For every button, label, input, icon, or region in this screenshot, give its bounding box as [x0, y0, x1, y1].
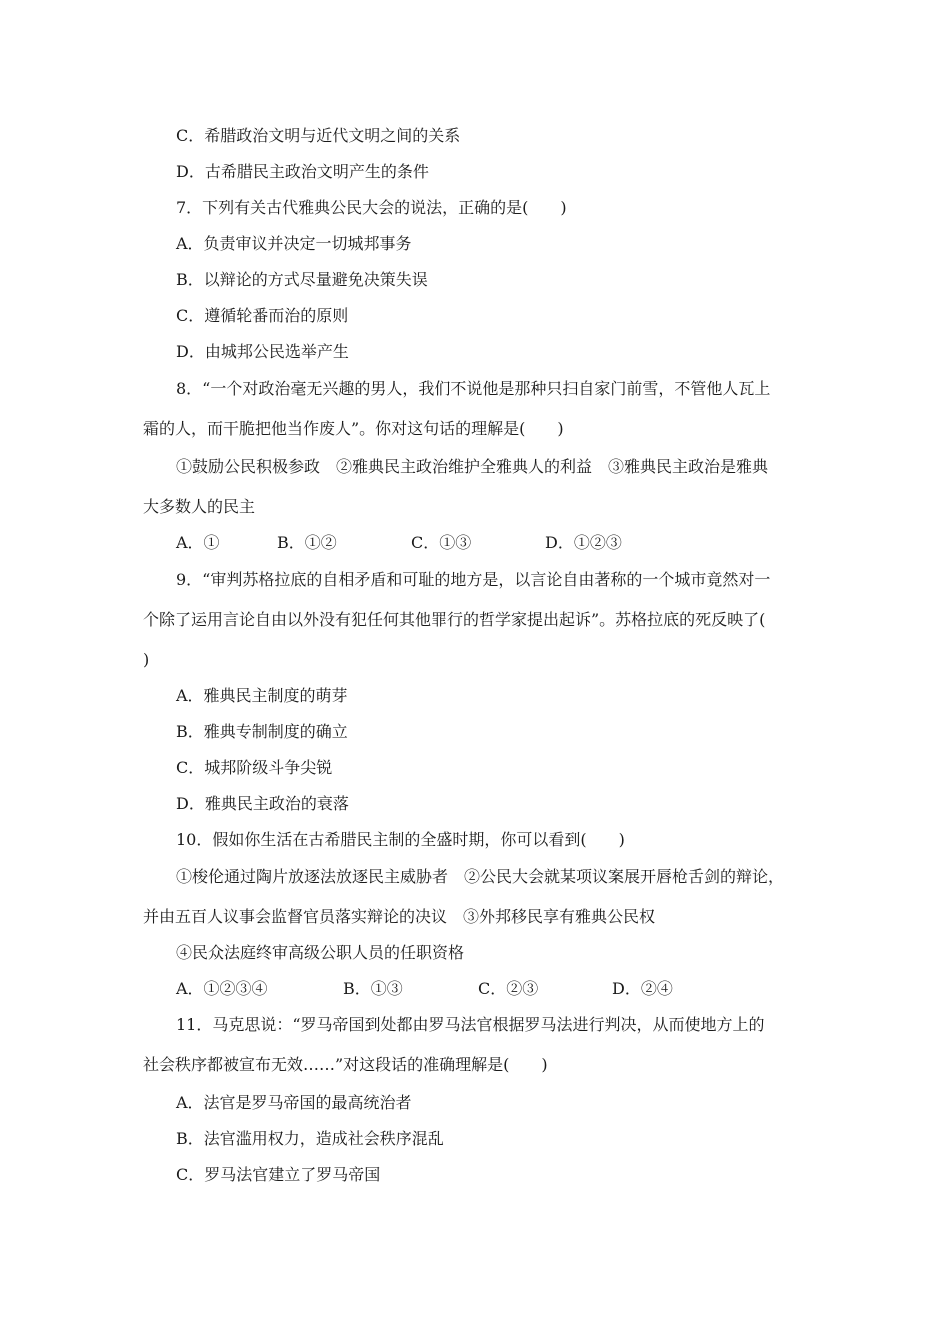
- q10-option-b: B．①③: [343, 979, 403, 998]
- q8-stem-line2: 霜的人，而干脆把他当作废人”。你对这句话的理解是( ): [143, 419, 564, 438]
- q7-stem: 7．下列有关古代雅典公民大会的说法，正确的是( ): [176, 198, 567, 217]
- q9-option-a: A．雅典民主制度的萌芽: [176, 686, 348, 705]
- q11-stem-line1: 11．马克思说：“罗马帝国到处都由罗马法官根据罗马法进行判决，从而使地方上的: [176, 1015, 765, 1034]
- q6-option-d: D．古希腊民主政治文明产生的条件: [176, 162, 429, 181]
- q10-items-line3: ④民众法庭终审高级公职人员的任职资格: [176, 943, 465, 962]
- q7-option-a: A．负责审议并决定一切城邦事务: [176, 234, 412, 253]
- q9-stem-line2: 个除了运用言论自由以外没有犯任何其他罪行的哲学家提出起诉”。苏格拉底的死反映了(: [143, 610, 766, 629]
- q8-items-line1: ①鼓励公民积极参政 ②雅典民主政治维护全雅典人的利益 ③雅典民主政治是雅典: [176, 457, 769, 476]
- q10-option-c: C．②③: [478, 979, 539, 998]
- q10-stem: 10．假如你生活在古希腊民主制的全盛时期，你可以看到( ): [176, 830, 625, 849]
- q7-option-c: C．遵循轮番而治的原则: [176, 306, 349, 325]
- q8-stem-line1: 8．“一个对政治毫无兴趣的男人，我们不说他是那种只扫自家门前雪，不管他人瓦上: [176, 379, 771, 398]
- q7-option-b: B．以辩论的方式尽量避免决策失误: [176, 270, 428, 289]
- q11-option-a: A．法官是罗马帝国的最高统治者: [176, 1093, 412, 1112]
- q7-option-d: D．由城邦公民选举产生: [176, 342, 349, 361]
- q9-option-c: C．城邦阶级斗争尖锐: [176, 758, 333, 777]
- q10-items-line2: 并由五百人议事会监督官员落实辩论的决议 ③外邦移民享有雅典公民权: [143, 907, 656, 926]
- q8-items-line2: 大多数人的民主: [143, 497, 256, 516]
- q11-option-b: B．法官滥用权力，造成社会秩序混乱: [176, 1129, 444, 1148]
- q10-options: [0, 979, 950, 999]
- q8-option-a: A．①: [176, 533, 220, 552]
- q10-option-a: A．①②③④: [176, 979, 268, 998]
- q8-option-b: B．①②: [277, 533, 337, 552]
- q8-option-d: D．①②③: [545, 533, 622, 552]
- q9-option-d: D．雅典民主政治的衰落: [176, 794, 349, 813]
- q9-option-b: B．雅典专制制度的确立: [176, 722, 348, 741]
- q8-option-c: C．①③: [411, 533, 472, 552]
- q6-option-c: C．希腊政治文明与近代文明之间的关系: [176, 126, 461, 145]
- q10-items-line1: ①梭伦通过陶片放逐法放逐民主威胁者 ②公民大会就某项议案展开唇枪舌剑的辩论，: [176, 867, 785, 886]
- q9-stem-line3: ): [143, 650, 150, 669]
- q10-option-d: D．②④: [612, 979, 673, 998]
- q8-options: [0, 533, 950, 553]
- q11-stem-line2: 社会秩序都被宣布无效……”对这段话的准确理解是( ): [143, 1055, 548, 1074]
- q9-stem-line1: 9．“审判苏格拉底的自相矛盾和可耻的地方是，以言论自由著称的一个城市竟然对一: [176, 570, 771, 589]
- q11-option-c: C．罗马法官建立了罗马帝国: [176, 1165, 381, 1184]
